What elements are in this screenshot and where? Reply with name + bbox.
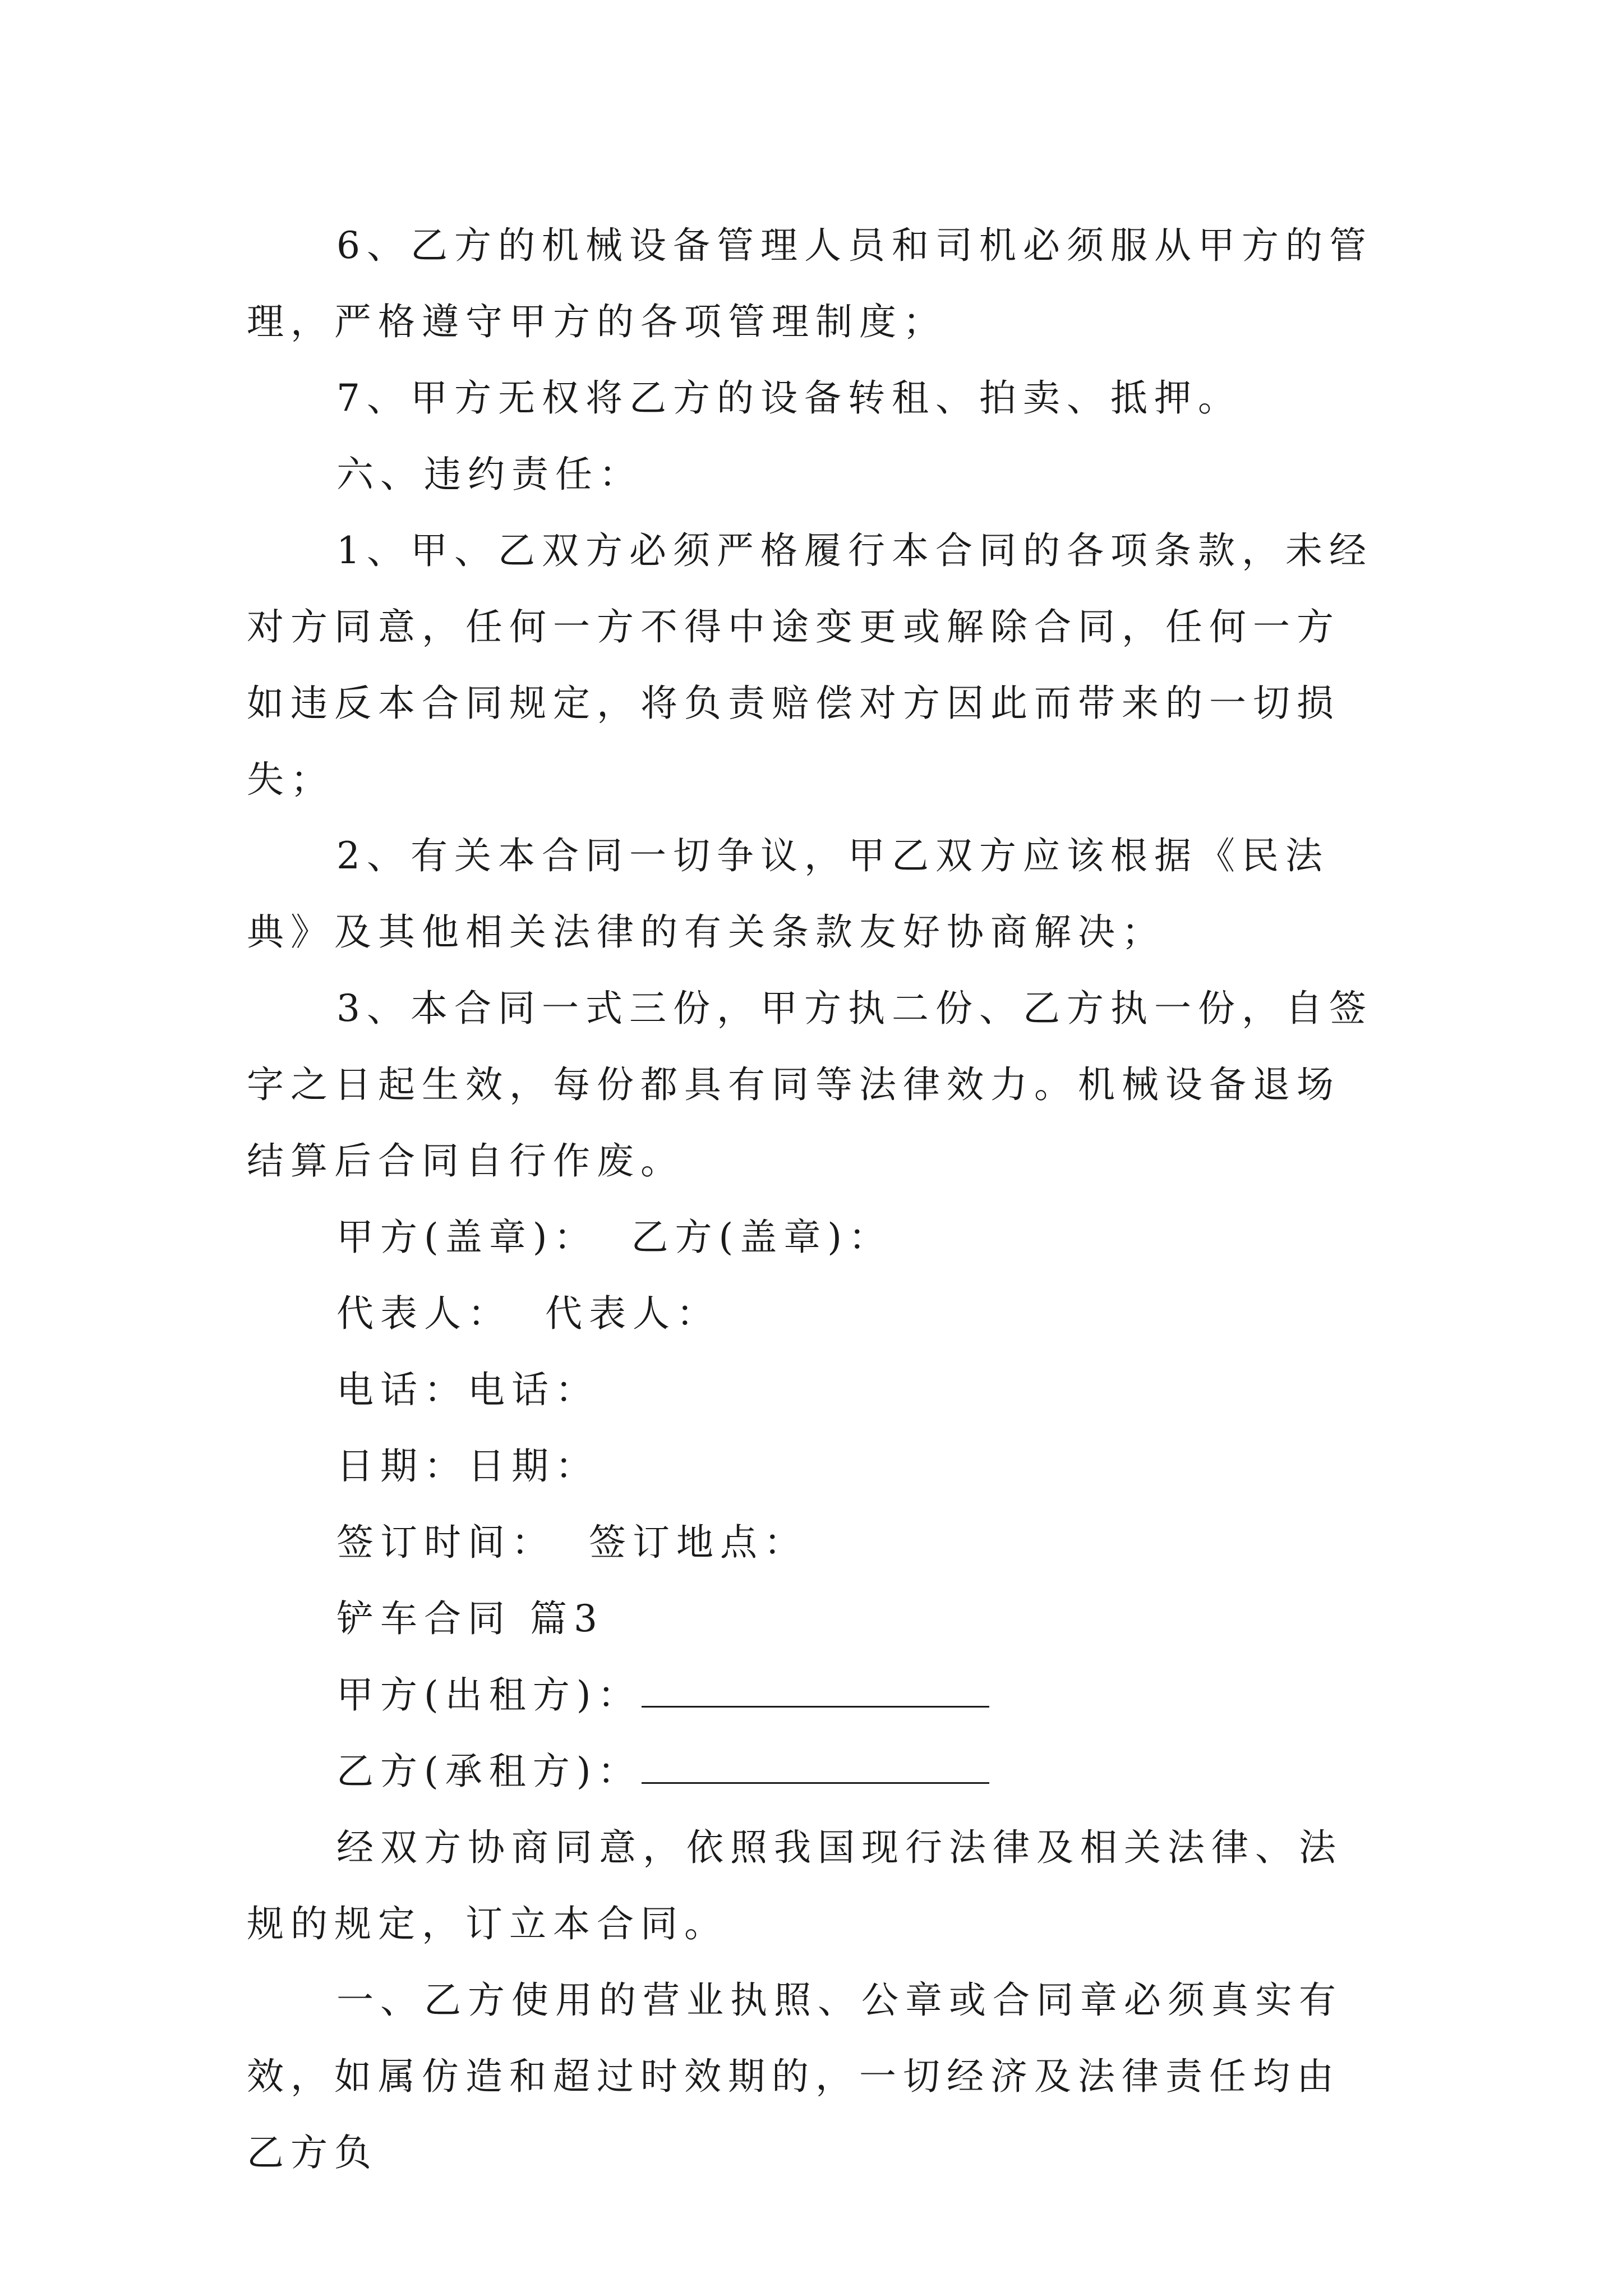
party-b-phone-label: 电话： bbox=[468, 1368, 599, 1411]
party-a-seal-label: 甲方(盖章)： bbox=[336, 1216, 598, 1259]
breach-clause-3: 3、本合同一式三份，甲方执二份、乙方执一份，自签字之日起生效，每份都具有同等法律效力。机械设备退场结算后合同自行作废。 bbox=[247, 987, 1373, 1182]
date-line bbox=[247, 1428, 1380, 1504]
phone-line bbox=[247, 1352, 1380, 1428]
breach-clause-2: 2、有关本合同一切争议，甲乙双方应该根据《民法典》及其他相关法律的有关条款友好协商解决； bbox=[247, 834, 1329, 954]
breach-clause-1: 1、甲、乙双方必须严格履行本合同的各项条款，未经对方同意，任何一方不得中途变更或解除合同，任何一方如违反本合同规定，将负责赔偿对方因此而带来的一切损失； bbox=[247, 529, 1373, 801]
clause-6-paragraph: 6、乙方的机械设备管理人员和司机必须服从甲方的管理，严格遵守甲方的各项管理制度； bbox=[247, 224, 1373, 343]
party-b-rep-label: 代表人： bbox=[545, 1292, 720, 1335]
lessor-label: 甲方(出租方)： bbox=[336, 1673, 642, 1717]
lessee-line bbox=[247, 1733, 1380, 1810]
lessee-blank-field[interactable] bbox=[642, 1743, 989, 1784]
party-a-date-label: 日期： bbox=[336, 1444, 468, 1488]
lessee-label: 乙方(承租方)： bbox=[336, 1750, 642, 1793]
sign-time-place-line bbox=[247, 1504, 1380, 1581]
clause-7-paragraph: 7、甲方无权将乙方的设备转租、拍卖、抵押。 bbox=[336, 376, 1242, 420]
document-body bbox=[247, 208, 1380, 2191]
party-a-phone-label: 电话： bbox=[336, 1368, 468, 1411]
breach-heading: 六、违约责任： bbox=[336, 453, 643, 496]
representative-line bbox=[247, 1276, 1380, 1352]
sign-place-label: 签订地点： bbox=[589, 1521, 808, 1564]
party-b-date-label: 日期： bbox=[468, 1444, 599, 1488]
lessor-blank-field[interactable] bbox=[642, 1667, 989, 1708]
party-b-seal-label: 乙方(盖章)： bbox=[631, 1216, 892, 1259]
article-1-paragraph: 一、乙方使用的营业执照、公章或合同章必须真实有效，如属仿造和超过时效期的，一切经济及法律责任均由乙方负 bbox=[247, 1978, 1343, 2174]
lessor-line bbox=[247, 1657, 1380, 1733]
section-title: 铲车合同 篇3 bbox=[336, 1597, 604, 1640]
agreement-intro-paragraph: 经双方协商同意，依照我国现行法律及相关法律、法规的规定，订立本合同。 bbox=[247, 1826, 1343, 1945]
seal-line bbox=[247, 1199, 1380, 1276]
party-a-rep-label: 代表人： bbox=[336, 1292, 511, 1335]
sign-time-label: 签订时间： bbox=[336, 1521, 555, 1564]
